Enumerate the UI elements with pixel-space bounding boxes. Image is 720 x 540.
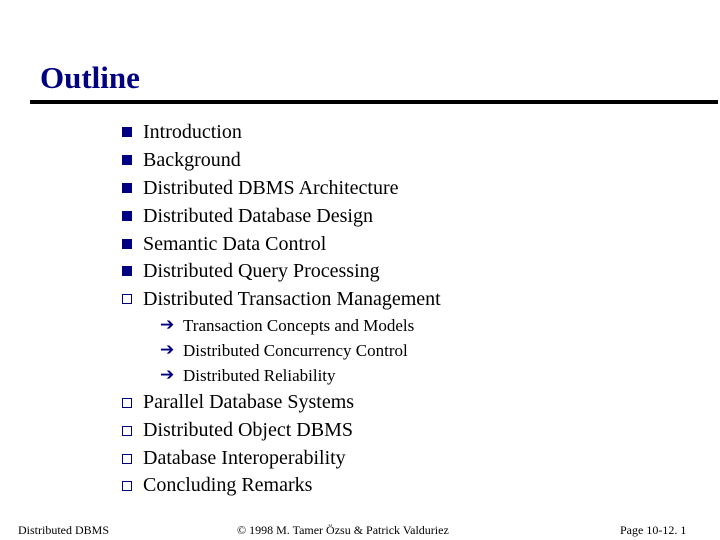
footer-course-title: Distributed DBMS: [18, 523, 110, 537]
outline-item-transaction-management: Distributed Transaction Management: [143, 288, 441, 310]
title-rule: [30, 100, 718, 104]
outline-item-concluding-remarks: Concluding Remarks: [143, 474, 313, 496]
filled-square-bullet-icon: [122, 211, 132, 221]
slide-title: Outline: [40, 60, 140, 95]
outline-item-query-processing: Distributed Query Processing: [143, 260, 380, 282]
arrow-bullet-icon: ➔: [160, 315, 175, 335]
filled-square-bullet-icon: [122, 127, 132, 137]
outline-item-parallel-db: Parallel Database Systems: [143, 391, 355, 413]
outline-item-background: Background: [143, 149, 241, 171]
outline-item-object-dbms: Distributed Object DBMS: [143, 419, 353, 441]
outline-item-design: Distributed Database Design: [143, 205, 373, 227]
filled-square-bullet-icon: [122, 239, 132, 249]
hollow-square-bullet-icon: [122, 426, 132, 436]
outline-subitem-concurrency-control: Distributed Concurrency Control: [183, 341, 408, 360]
arrow-bullet-icon: ➔: [160, 365, 175, 385]
filled-square-bullet-icon: [122, 266, 132, 276]
hollow-square-bullet-icon: [122, 454, 132, 464]
outline-subitem-transaction-concepts: Transaction Concepts and Models: [183, 316, 415, 335]
filled-square-bullet-icon: [122, 183, 132, 193]
outline-item-introduction: Introduction: [143, 121, 242, 143]
hollow-square-bullet-icon: [122, 398, 132, 408]
outline-item-semantic-control: Semantic Data Control: [143, 233, 327, 255]
filled-square-bullet-icon: [122, 155, 132, 165]
outline-item-architecture: Distributed DBMS Architecture: [143, 177, 399, 199]
footer-copyright: © 1998 M. Tamer Özsu & Patrick Valduriez: [237, 523, 449, 537]
hollow-square-bullet-icon: [122, 481, 132, 491]
outline-subitem-reliability: Distributed Reliability: [183, 366, 336, 385]
hollow-square-bullet-icon: [122, 294, 132, 304]
footer-page-number: Page 10-12. 1: [620, 523, 687, 537]
outline-item-interoperability: Database Interoperability: [143, 447, 346, 469]
arrow-bullet-icon: ➔: [160, 340, 175, 360]
